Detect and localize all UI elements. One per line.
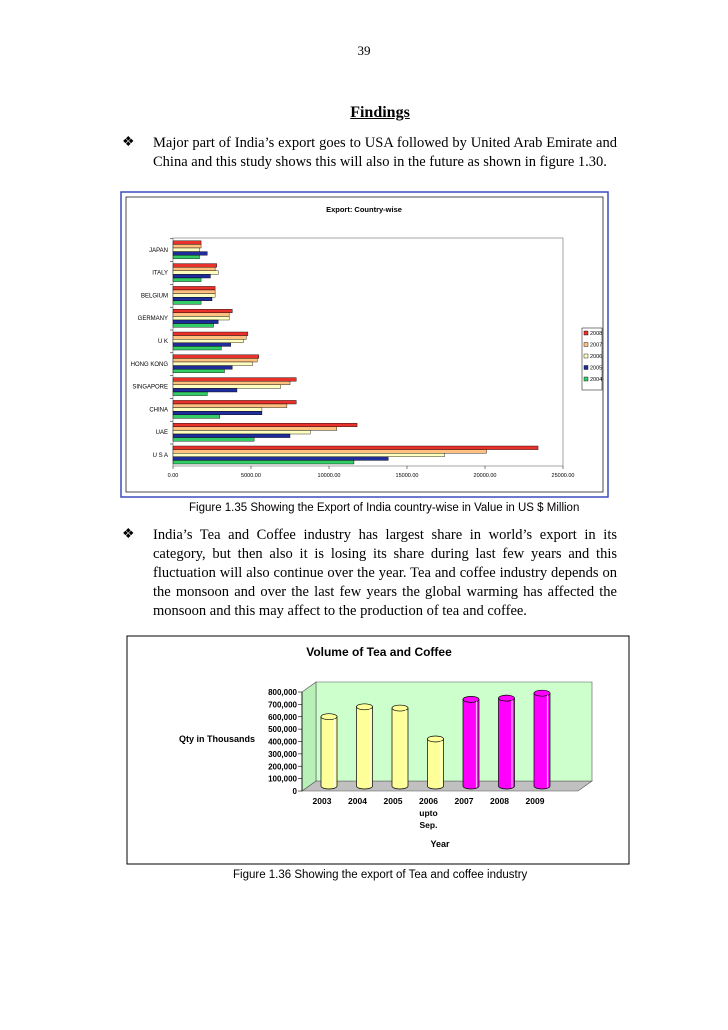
legend-label: 2008 xyxy=(590,331,603,337)
y-tick-label: 700,000 xyxy=(268,700,297,710)
x-tick-label: 2005 xyxy=(383,796,403,806)
chart2-x-axis-label: Year xyxy=(430,839,450,849)
page-number: 39 xyxy=(357,43,371,58)
x-tick-label: 25000.00 xyxy=(551,473,575,479)
x-tick-label: 15000.00 xyxy=(395,473,419,479)
x-tick-label: Sep. xyxy=(419,820,438,830)
x-tick-label: 2006 xyxy=(419,796,438,806)
country-label: JAPAN xyxy=(149,247,168,254)
y-tick-label: 0 xyxy=(292,787,297,796)
cylinder-bar-6 xyxy=(534,690,550,789)
y-tick-label: 500,000 xyxy=(268,725,297,735)
country-label: UAE xyxy=(155,430,168,437)
x-tick-label: upto xyxy=(419,808,438,818)
x-tick-label: 2004 xyxy=(348,796,367,806)
cylinder-bar-5 xyxy=(499,695,515,789)
x-tick-label: 0.00 xyxy=(167,473,179,479)
chart1-title: Export: Country-wise xyxy=(326,205,402,214)
y-tick-label: 400,000 xyxy=(268,737,297,747)
country-label: SINGAPORE xyxy=(132,384,168,391)
legend-label: 2007 xyxy=(590,342,603,349)
x-tick-label: 20000.00 xyxy=(473,473,497,479)
paragraph-1: Major part of India’s export goes to USA followed by United Arab Emirate and China and this study shows this will also in the future as shown in figure 1.30. xyxy=(153,135,617,170)
y-tick-label: 600,000 xyxy=(268,712,297,722)
country-label: ITALY xyxy=(152,270,168,277)
bullet-icon: ❖ xyxy=(122,527,135,542)
legend-label: 2005 xyxy=(590,365,603,372)
x-tick-label: 5000.00 xyxy=(241,473,261,479)
cylinder-bar-4 xyxy=(463,696,479,789)
cylinder-bar-2 xyxy=(392,705,408,789)
chart2-title: Volume of Tea and Coffee xyxy=(306,645,452,659)
paragraph-2: India’s Tea and Coffee industry has largest share in world’s export in its category, but then also it is losing its share during last few years and this fluctuation will also continue over the year. Tea and coffee industry depends on the monsoon and over the last few years the global warming has affected the monsoon and this may affect to the production of tea and coffee. xyxy=(153,527,617,619)
cylinder-bar-0 xyxy=(321,714,337,789)
chart2-y-axis-label: Qty in Thousands xyxy=(178,734,256,744)
country-label: CHINA xyxy=(149,407,168,414)
legend-label: 2006 xyxy=(590,354,603,360)
y-tick-label: 200,000 xyxy=(268,762,297,772)
section-heading: Findings xyxy=(350,104,410,121)
legend-label: 2004 xyxy=(590,377,603,383)
country-label: HONG KONG xyxy=(130,361,168,368)
country-label: U K xyxy=(157,339,168,345)
x-tick-label: 10000.00 xyxy=(317,473,341,479)
bullet-icon: ❖ xyxy=(122,135,135,150)
y-tick-label: 100,000 xyxy=(268,774,297,784)
y-tick-label: 300,000 xyxy=(268,749,297,759)
country-label: BELGIUM xyxy=(140,293,168,300)
x-tick-label: 2008 xyxy=(490,796,509,806)
cylinder-bar-1 xyxy=(357,704,373,789)
figure-caption-1: Figure 1.35 Showing the Export of India country-wise in Value in US $ Million xyxy=(189,502,580,514)
figure-caption-2: Figure 1.36 Showing the export of Tea and coffee industry xyxy=(233,869,528,881)
x-tick-label: 2009 xyxy=(525,796,545,806)
country-label: U S A xyxy=(152,453,168,459)
cylinder-bar-3 xyxy=(428,736,444,789)
chart2-side-wall xyxy=(302,682,316,791)
x-tick-label: 2007 xyxy=(454,796,474,806)
y-tick-label: 800,000 xyxy=(268,688,297,697)
x-tick-label: 2003 xyxy=(312,796,332,806)
country-label: GERMANY xyxy=(137,316,168,323)
